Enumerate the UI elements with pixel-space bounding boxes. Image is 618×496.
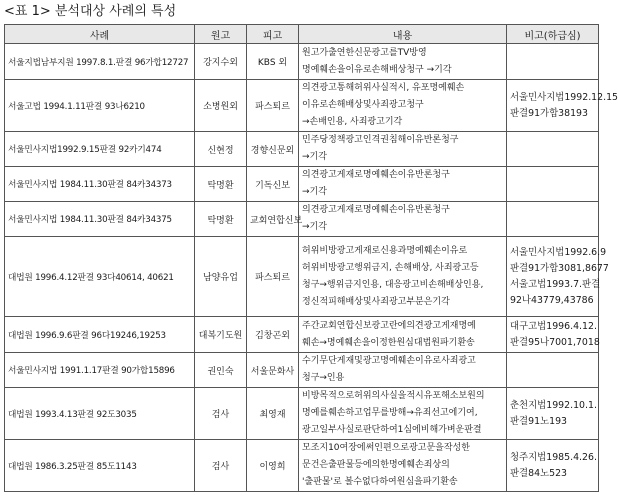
plaintiff-cell: 검사 [195,388,247,440]
note-line: 서울민사지법1992.6.9 [510,246,607,258]
table-row [5,167,599,202]
case-cell: 서울지법남부지원 1997.8.1.판결 96가합12727 [5,44,195,80]
note-line: 판결91가합3081,8677 [510,262,609,274]
content-cell [299,167,507,202]
defendant-cell: 이영희 [247,440,299,492]
content-line: 허위비방광고행위금지, 손해배상, 사죄광고등 [302,262,479,273]
case-cell: 대법원 1996.9.6판결 96다19246,19253 [5,317,195,353]
table-row [5,353,599,388]
defendant-cell: KBS 외 [247,44,299,80]
table-row [5,44,599,80]
case-cell: 서울민사지법 1991.1.17판결 90가합15896 [5,353,195,388]
note-cell [507,44,599,80]
content-line: 문건은출판물등에의한명예훼손죄상의 [302,460,450,470]
content-line: 원고가출연한신문광고를TV방영 [302,47,427,58]
case-cell: 서울민사지법1992.9.15판결 92카기474 [5,132,195,167]
note-line: 판결91가합38193 [510,107,588,119]
plaintiff-cell: 강지수외 [195,44,247,80]
note-cell [507,237,609,317]
content-cell [299,317,507,353]
content-line: 훼손→명예훼손을이정한원심대법원파기환송 [302,337,475,348]
content-line: →기각 [302,152,327,162]
case-cell: 서울민사지법 1984.11.30판결 84카34373 [5,167,195,202]
note-cell [507,440,599,492]
content-cell [299,353,507,388]
content-line: 허위비방광고게재로신용과명예훼손이유로 [302,245,468,256]
table-row [5,80,599,132]
note-line: 판결91노193 [510,415,567,427]
case-cell: 서울민사지법 1984.11.30판결 84카34375 [5,202,195,237]
content-line: 민주당정책광고인격권침해이유반론청구 [302,135,459,145]
table-row [5,388,599,440]
content-line: 비방목적으로허위의사실을적시유포해소보원의 [302,391,485,401]
note-line: 서울고법1993.7.판결 [510,278,601,290]
content-line: 청구→행위금지인용, 대응광고비손해배상인용, [302,279,484,290]
note-cell [507,388,599,440]
defendant-cell: 김창곤외 [247,317,299,353]
header-note: 비고(하급심) [507,25,599,44]
content-line: →기각 [302,222,327,232]
content-line: '출판물'로 볼수없다하여원심을파기환송 [302,477,458,487]
note-cell [507,202,599,237]
plaintiff-cell: 검사 [195,440,247,492]
defendant-cell: 기독신보 [247,167,299,202]
note-line: 춘천지법1992.10.1. [510,399,597,411]
table-row [5,202,599,237]
content-cell [299,202,507,237]
note-line: 대구고법1996.4.12. [510,320,597,332]
content-line: 의견광고게재로명예훼손이유반론청구 [302,205,450,215]
content-line: 명예를훼손하고업무를방해→유죄선고에기여, [302,408,478,418]
content-cell [299,440,507,492]
content-line: 주간교회연합신보광고란에의견광고게재명예 [302,320,476,331]
note-line: 판결95나7001,7018 [510,336,600,348]
note-cell [507,317,599,353]
table-row [5,317,599,353]
content-cell [299,237,507,317]
content-cell [299,80,507,132]
content-cell [299,132,507,167]
content-line: 이유로손해배상및사죄광고청구 [302,100,424,110]
header-row [5,25,599,44]
content-line: 정신적피해배상및사죄광고부분은기각 [302,296,450,307]
defendant-cell: 최영재 [247,388,299,440]
content-line: 청구→인용 [302,373,345,383]
plaintiff-cell: 권인숙 [195,353,247,388]
defendant-cell: 파스퇴르 [247,80,299,132]
case-cell: 서울고법 1994.1.11판결 93나6210 [5,80,195,132]
table-row [5,132,599,167]
table-caption: <표 1> 분석대상 사례의 특성 [4,4,177,19]
note-cell [507,80,618,132]
table-body [5,44,618,492]
note-cell [507,353,599,388]
note-line: 서울민사지법1992.12.15 [510,91,618,103]
defendant-cell: 교회연합신보 [247,202,299,237]
content-line: →기각 [302,187,327,197]
note-cell [507,132,599,167]
note-line: 92나43779,43786 [510,294,594,306]
header-plaintiff: 원고 [195,25,247,44]
content-cell [299,44,507,80]
table-row [5,237,599,317]
content-line: 명예훼손을이유로손해배상청구 →기각 [302,64,452,75]
note-line: 판결84노523 [510,467,567,479]
content-line: 광고일부사실로판단하여1심에비해가벼운판결 [302,425,482,435]
note-line: 청주지법1985.4.26. [510,451,597,463]
header-defendant: 피고 [247,25,299,44]
content-line: 수기무단게재및광고명예훼손이유로사죄광고 [302,356,476,366]
plaintiff-cell: 탁명환 [195,167,247,202]
header-case: 사례 [5,25,195,44]
defendant-cell: 파스퇴르 [247,237,299,317]
table-row [5,440,599,492]
content-line: 의견광고통해허위사실적시, 유포명예훼손 [302,83,465,93]
plaintiff-cell: 신현정 [195,132,247,167]
plaintiff-cell: 탁명환 [195,202,247,237]
plaintiff-cell: 소병원외 [195,80,247,132]
content-cell [299,388,507,440]
content-line: 의견광고게재로명예훼손이유반론청구 [302,170,450,180]
content-line: →손배인용, 사죄광고기각 [302,117,403,127]
content-line: 모조지10여장에써인편으로광고문을작성한 [302,443,470,453]
case-cell: 대법원 1996.4.12판결 93다40614, 40621 [5,237,195,317]
defendant-cell: 서울문화사 [247,353,299,388]
plaintiff-cell: 대복기도원 [195,317,247,353]
header-content: 내용 [299,25,507,44]
case-cell: 대법원 1993.4.13판결 92도3035 [5,388,195,440]
plaintiff-cell: 남양유업 [195,237,247,317]
case-table [4,24,618,492]
defendant-cell: 경향신문외 [247,132,299,167]
note-cell [507,167,599,202]
case-cell: 대법원 1986.3.25판결 85도1143 [5,440,195,492]
